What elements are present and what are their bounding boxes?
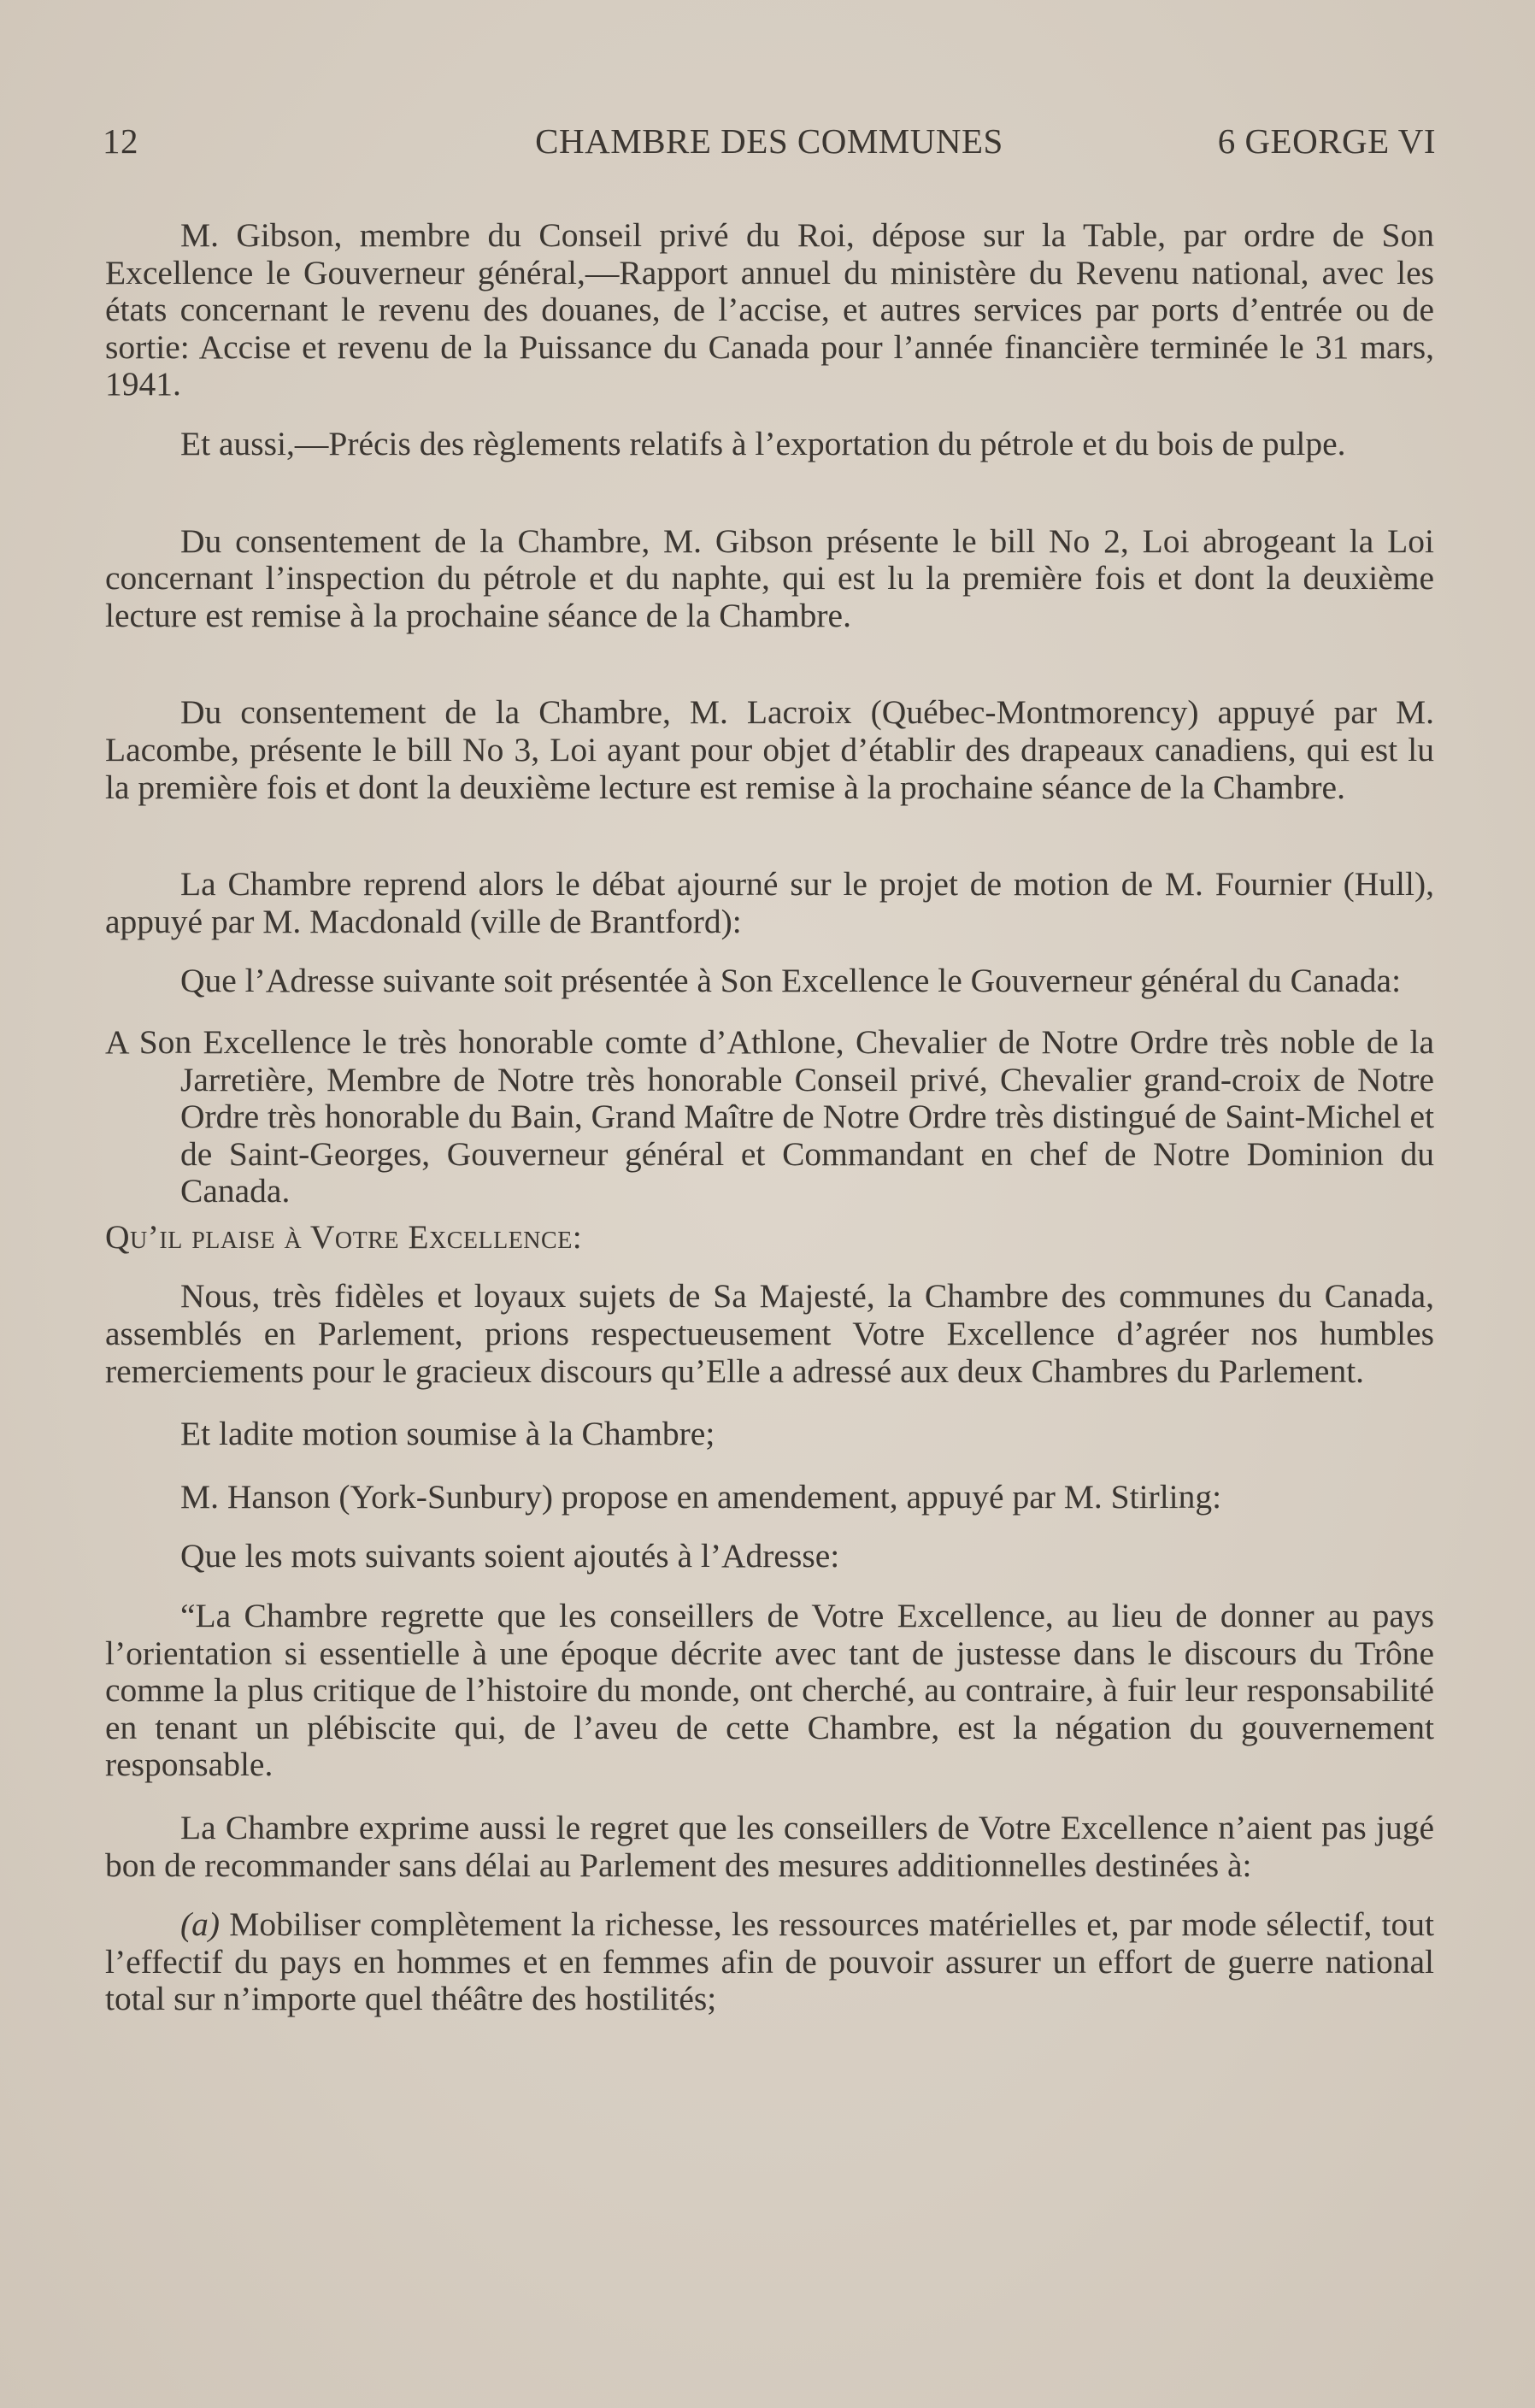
paragraph-loyal-subjects: Nous, très fidèles et loyaux sujets de Sa Majesté, la Chambre des communes du Canada, assemblés en Parlement, prions respectueusement Votre Excellence d’agréer nos humbles remerciements pour le gracieux discours qu’Elle a adressé aux deux Chambres du Parlement. [105, 1277, 1434, 1390]
address-to-governor: A Son Excellence le très honorable comte d’Athlone, Chevalier de Notre Ordre très noble de la Jarretière, Membre de Notre très honorable Conseil privé, Chevalier grand-croix de Notre Ordre très honorable du Bain, Grand Maître de Notre Ordre très distingué de Saint-Michel et de Saint-Georges, Gouverneur général et Commandant en chef de Notre Dominion du Canada. [105, 1022, 1434, 1210]
item-marker-a: (a) [180, 1905, 221, 1944]
regnal-year: 6 GEORGE VI [1217, 121, 1436, 161]
paragraph-tabling-report: M. Gibson, membre du Conseil privé du Roi, dépose sur la Table, par ordre de Son Excellence le Gouverneur général,—Rapport annuel du ministère du Revenu national, avec les états concernant le revenu des douanes, de l’accise, et autres services par ports d’entrée ou de sortie: Accise et revenu de la Puissance du Canada pour l’année financière terminée le 31 mars, 1941. [105, 216, 1434, 403]
paragraph-item-a [105, 1906, 1434, 2018]
paragraph-address-intro: Que l’Adresse suivante soit présentée à Son Excellence le Gouverneur général du Canada: [180, 962, 1402, 1000]
paragraph-also-tabled: Et aussi,—Précis des règlements relatifs à l’exportation du pétrole et du bois de pulpe. [180, 424, 1346, 462]
page-body [105, 217, 1434, 2018]
paragraph-bill-2: Du consentement de la Chambre, M. Gibson présente le bill No 2, Loi abrogeant la Loi concernant l’inspection du pétrole et du naphte, qui est lu la première fois et dont la deuxième lecture est remise à la prochaine séance de la Chambre. [105, 521, 1434, 634]
paragraph-debate-resumed: La Chambre reprend alors le débat ajourné sur le projet de motion de M. Fournier (Hull), appuyé par M. Macdonald (ville de Brantford): [105, 865, 1434, 940]
running-title: CHAMBRE DES COMMUNES [535, 121, 1003, 161]
paragraph-words-added: Que les mots suivants soient ajoutés à l’Adresse: [180, 1537, 840, 1575]
paragraph-amendment: M. Hanson (York-Sunbury) propose en amendement, appuyé par M. Stirling: [180, 1477, 1222, 1516]
paragraph-chamber-regrets: “La Chambre regrette que les conseillers de Votre Excellence, au lieu de donner au pays l’orientation si essentielle à une époque décrite avec tant de justesse dans le discours du Trône comme la plus critique de l’histoire du monde, ont cherché, au contraire, à fuir leur responsabilité en tenant un plébiscite qui, de l’aveu de cette Chambre, est la négation du gouvernement responsable. [105, 1597, 1434, 1784]
paragraph-bill-3: Du consentement de la Chambre, M. Lacroix (Québec-Montmorency) appuyé par M. Lacombe, présente le bill No 3, Loi ayant pour objet d’établir des drapeaux canadiens, qui est lu la première fois et dont la deuxième lecture est remise à la prochaine séance de la Chambre. [105, 693, 1434, 806]
page-header [103, 118, 1436, 164]
item-a-text: Mobiliser complètement la richesse, les ressources matérielles et, par mode sélectif, tout l’effectif du pays en hommes et en femmes afin de pouvoir assurer un effort de guerre national total sur n’importe quel théâtre des hostilités; [105, 1905, 1434, 2018]
paragraph-additional-measures: La Chambre exprime aussi le regret que les conseillers de Votre Excellence n’aient pas jugé bon de recommander sans délai au Parlement des mesures additionnelles destinées à: [105, 1809, 1434, 1884]
salutation: Qu’il plaise à Votre Excellence: [105, 1217, 583, 1256]
page-number: 12 [103, 121, 138, 161]
paragraph-motion-submitted: Et ladite motion soumise à la Chambre; [180, 1415, 715, 1453]
